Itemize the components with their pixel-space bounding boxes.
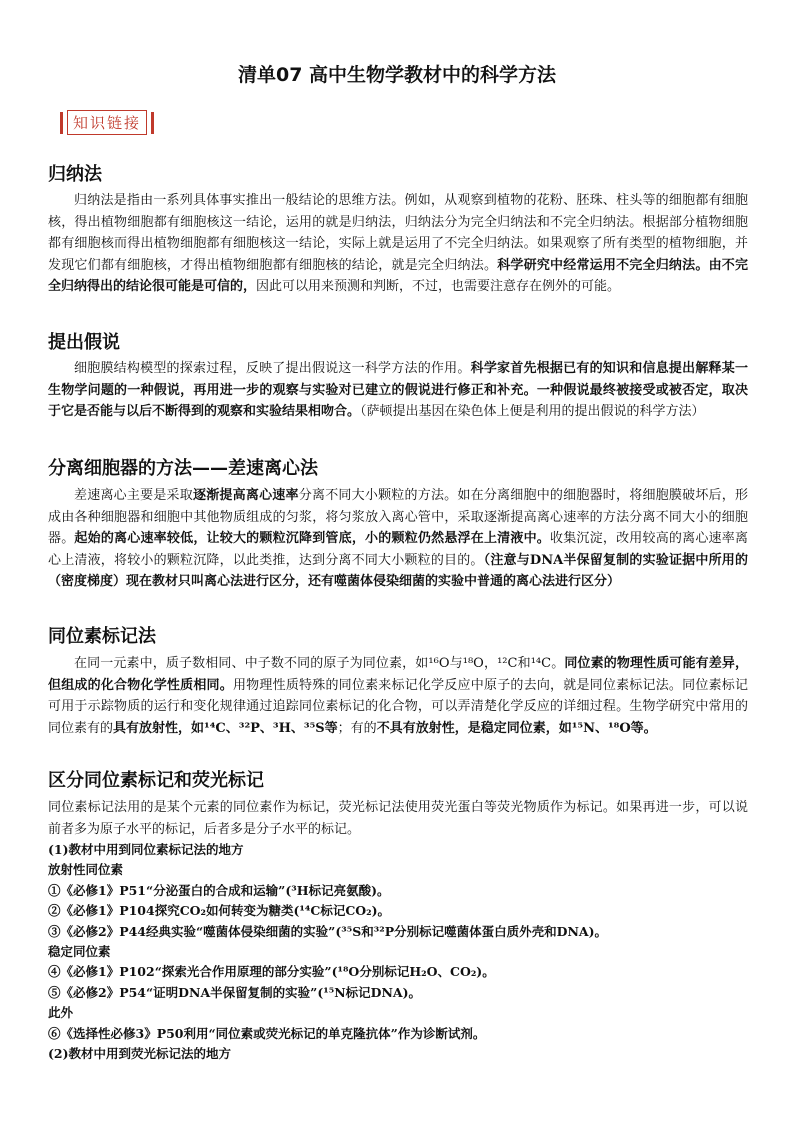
text-run-bold: 同位素的物理性质可能有差异，但组成的化合物化学性质相同。	[48, 656, 748, 693]
text-run-bold: 逐渐提高离心速率	[192, 488, 299, 503]
text-run: 收集沉淀，改用较高的离心速率离心上清液，将较小的颗粒沉降，以此类推，达到分离不同大小颗粒的目的。	[48, 531, 748, 568]
stamp-right-bar	[151, 112, 154, 134]
text-run-bold: （注意与DNA半保留复制的实验证据中所用的（密度梯度）现在教材只叫离心法进行区分，还有噬菌体侵染细菌的实验中普通的离心法进行区分）	[48, 552, 748, 589]
list-heading: (1)教材中用到同位素标记法的地方	[48, 842, 244, 857]
text-run-bold: 起始的离心速率较低，让较大的颗粒沉降到管底，小的颗粒仍然悬浮在上清液中。	[74, 531, 551, 546]
section-paragraph-centrifugation	[48, 485, 748, 593]
text-run-bold: 不具有放射性，是稳定同位素，如¹⁵N、¹⁸O等。	[376, 720, 657, 736]
text-run-bold: 具有放射性，如¹⁴C、³²P、³H、³⁵S等	[113, 720, 338, 736]
text-run: ；有的	[337, 720, 377, 736]
list-item: ②《必修1》P104探究CO₂如何转变为糖类(¹⁴C标记CO₂)。	[48, 903, 391, 919]
section-heading-centrifugation: 分离细胞器的方法——差速离心法	[48, 458, 318, 479]
list-subheading: 放射性同位素	[48, 862, 124, 878]
section-paragraph-hypothesis	[48, 358, 748, 423]
list-item: ①《必修1》P51“分泌蛋白的合成和运输”(³H标记亮氨酸)。	[48, 882, 390, 898]
list-subheading: 此外	[48, 1005, 74, 1021]
list-item: ④《必修1》P102“探索光合作用原理的部分实验”(¹⁸O分别标记H₂O、CO₂)。	[48, 964, 495, 980]
page-title: 清单07 高中生物学教材中的科学方法	[237, 64, 557, 86]
section-heading-hypothesis: 提出假说	[48, 332, 120, 353]
knowledge-link-stamp	[60, 110, 154, 135]
text-run: 细胞膜结构模型的探索过程，反映了提出假说这一科学方法的作用。	[74, 361, 471, 376]
section-paragraph-induction	[48, 190, 748, 298]
text-run: （萨顿提出基因在染色体上便是利用的提出假说的科学方法）	[360, 404, 705, 419]
text-run: 在同一元素中，质子数相同、中子数不同的原子为同位素，如¹⁶O与¹⁸O，¹²C和¹⁴C。	[74, 656, 565, 671]
list-item: ⑥《选择性必修3》P50利用“同位素或荧光标记的单克隆抗体”作为诊断试剂。	[48, 1025, 486, 1041]
section-heading-isotope: 同位素标记法	[48, 626, 156, 647]
isotope-usage-list	[48, 840, 748, 1064]
section-paragraph-isotope-vs-fluorescence: 同位素标记法用的是某个元素的同位素作为标记，荧光标记法使用荧光蛋白等荧光物质作为标记。如果再进一步，可以说前者多为原子水平的标记，后者多是分子水平的标记。	[48, 800, 748, 837]
section-heading-isotope-vs-fluorescence: 区分同位素标记和荧光标记	[48, 770, 264, 791]
stamp-label: 知识链接	[67, 110, 147, 135]
text-run: 用物理性质特殊的同位素来标记化学反应中原子的去向，就是同位素标记法。同位素标记可用于示踪物质的运行和变化规律通过追踪同位素标记的化合物，可以弄清楚化学反应的详细过程。生物学研究中常用的同位素有的	[48, 677, 748, 736]
section-heading-induction: 归纳法	[48, 164, 102, 185]
list-heading: (2)教材中用到荧光标记法的地方	[48, 1046, 232, 1062]
text-run: 归纳法是指由一系列具体事实推出一般结论的思维方法。例如，从观察到植物的花粉、胚珠、柱头等的细胞都有细胞核，得出植物细胞都有细胞核这一结论，运用的就是归纳法，归纳法分为完全归纳法和不完全归纳法。根据部分植物细胞都有细胞核而得出植物细胞都有细胞核这一结论，实际上就是运用了不完全归纳法。如果观察了所有类型的植物细胞，并发现它们都有细胞核，才得出植物细胞都有细胞核的结论，就是完全归纳法。	[48, 193, 748, 273]
text-run: 因此可以用来预测和判断，不过，也需要注意存在例外的可能。	[256, 279, 621, 294]
text-run-bold: 科学研究中经常运用不完全归纳法。由不完全归纳得出的结论很可能是可信的，	[48, 257, 748, 294]
list-item: ⑤《必修2》P54“证明DNA半保留复制的实验”(¹⁵N标记DNA)。	[48, 984, 422, 1000]
list-item: ③《必修2》P44经典实验“噬菌体侵染细菌的实验”(³⁵S和³²P分别标记噬菌体蛋白质外壳和DNA)。	[48, 923, 607, 939]
list-subheading: 稳定同位素	[48, 944, 111, 960]
text-run-bold: 科学家首先根据已有的知识和信息提出解释某一生物学问题的一种假说，再用进一步的观察与实验对已建立的假说进行修正和补充。一种假说最终被接受或被否定，取决于它是否能与以后不断得到的观察和实验结果相吻合。	[48, 361, 748, 419]
section-paragraph-isotope	[48, 653, 748, 739]
text-run: 差速离心主要是采取	[74, 488, 193, 503]
text-run: 分离不同大小颗粒的方法。如在分离细胞中的细胞器时，将细胞膜破坏后，形成由各种细胞器和细胞中其他物质组成的匀浆，将匀浆放入离心管中，采取逐渐提高离心速率的方法分离不同大小的细胞器。	[48, 488, 748, 546]
stamp-left-bar	[60, 112, 63, 134]
